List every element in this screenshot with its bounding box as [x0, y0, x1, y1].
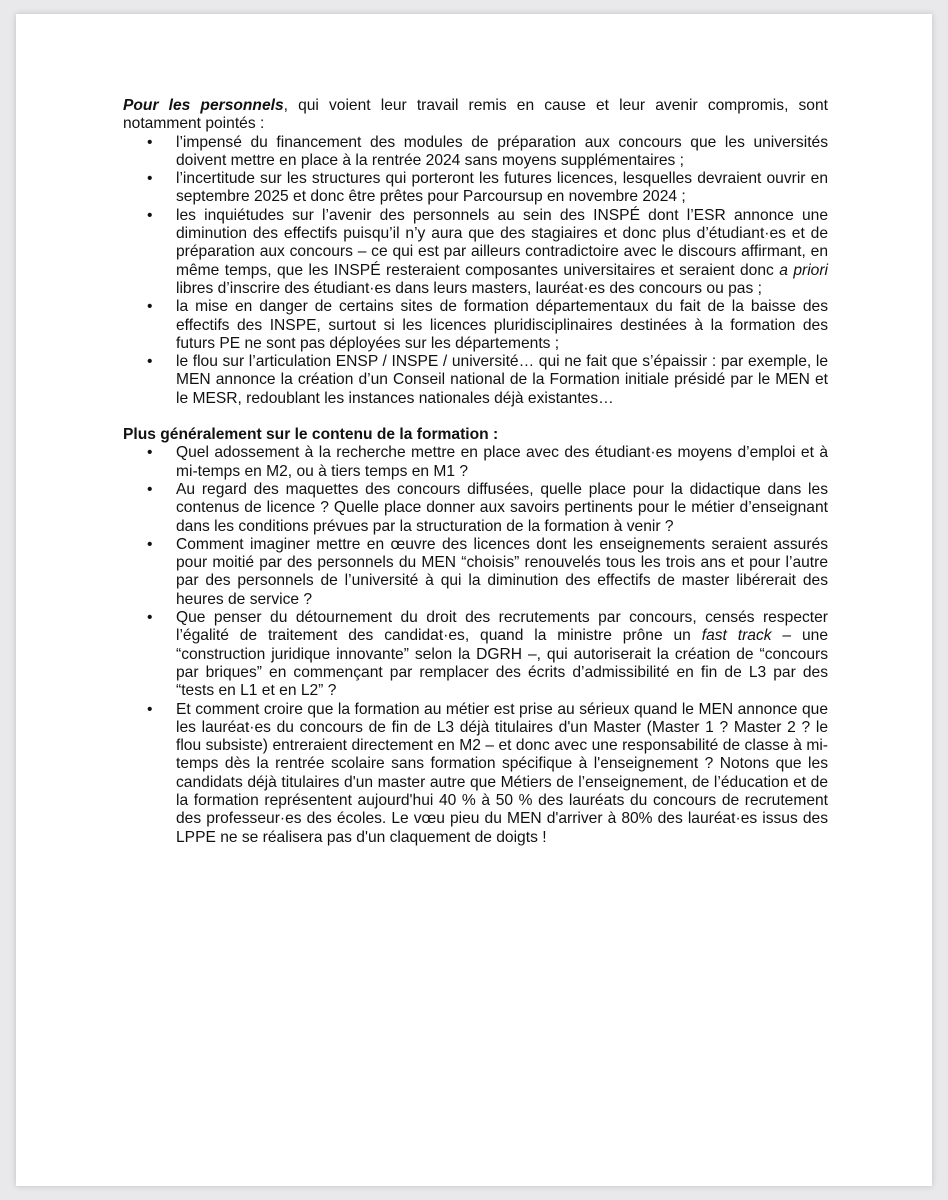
bullet-icon: •	[147, 206, 153, 224]
spacer	[123, 408, 828, 426]
list-item-text: libres d’inscrire des étudiant·es dans leurs masters, lauréat·es des concours ou pas ;	[176, 279, 762, 297]
list-item-text: – une “construction juridique innovante” selon la DGRH –, qui autoriserait la création de “concours par briques” en commençant par remplacer des écrits d’admissibilité en fin de L3 par des “tests en L1 et en L2” ?	[176, 627, 828, 700]
list-item-text: Que penser du détournement du droit des recrutements par concours, censés respecter l’égalité de traitement des candidat·es, quand la ministre prône un	[176, 609, 828, 645]
section1-list	[123, 134, 828, 408]
bullet-icon: •	[147, 298, 153, 316]
list-item	[147, 298, 828, 353]
list-item	[147, 170, 828, 207]
list-item-text: le flou sur l’articulation ENSP / INSPE / université… qui ne fait que s’épaissir : par exemple, le MEN annonce la création d’un Conseil national de la Formation initiale présidé par le MEN et le MESR, redoublant les instances nationales déjà existantes…	[176, 353, 828, 407]
list-item	[147, 700, 828, 847]
section2-heading: Plus généralement sur le contenu de la formation :	[123, 426, 499, 444]
list-item-text: Quel adossement à la recherche mettre en place avec des étudiant·es moyens d’emploi et à mi-temps en M2, ou à tiers temps en M1 ?	[176, 444, 828, 480]
section2-list	[123, 444, 828, 847]
list-item	[147, 206, 829, 298]
bullet-icon: •	[147, 444, 153, 462]
list-item-text: Comment imaginer mettre en œuvre des licences dont les enseignements seraient assurés pour moitié par des personnels du MEN “choisis” renouvelés tous les trois ans et pour l’autre par des personnels de l’université à qui la diminution des effectifs de master libérerait des heures de service ?	[176, 535, 828, 608]
list-item	[147, 535, 828, 609]
list-item-emphasis: a priori	[779, 261, 829, 279]
list-item-text: les inquiétudes sur l’avenir des personnels au sein des INSPÉ dont l’ESR annonce une diminution des effectifs puisqu’il n’y aura que des stagiaires et donc plus d’étudiant·es et de préparation aux concours – ce qui est par ailleurs contradictoire avec le discours affirmant, en même temps, que les INSPÉ resteraient composantes universitaires et seraient donc	[176, 206, 828, 279]
bullet-icon: •	[147, 480, 153, 498]
bullet-icon: •	[147, 535, 153, 553]
list-item	[147, 480, 828, 536]
list-item	[147, 353, 828, 408]
bullet-icon: •	[147, 170, 153, 188]
bullet-icon: •	[147, 133, 153, 151]
bullet-icon: •	[147, 353, 153, 371]
list-item-text: Au regard des maquettes des concours diffusées, quelle place pour la didactique dans les contenus de licence ? Quelle place donner aux savoirs pertinents pour le métier d’enseignant dans les conditions prévues par la structuration de la formation à venir ?	[176, 480, 828, 535]
list-item-text: l’incertitude sur les structures qui porteront les futures licences, lesquelles devraient ouvrir en septembre 2025 et donc être prêtes pour Parcoursup en novembre 2024 ;	[176, 170, 828, 206]
section1-intro	[123, 97, 828, 134]
list-item	[147, 609, 828, 700]
list-item-text: la mise en danger de certains sites de formation départementaux du fait de la baisse des effectifs des INSPE, surtout si les licences pluridisciplinaires destinées à la formation des futurs PE ne sont pas déployées sur les départements ;	[176, 298, 828, 352]
document-page	[16, 14, 932, 1186]
bullet-icon: •	[147, 700, 153, 718]
section1-intro-text: , qui voient leur travail remis en cause et leur avenir compromis, sont notamment pointés :	[123, 97, 828, 133]
bullet-icon: •	[147, 609, 153, 627]
section1-lead: Pour les personnels	[123, 97, 284, 114]
list-item	[147, 444, 828, 481]
list-item-text: Et comment croire que la formation au métier est prise au sérieux quand le MEN annonce que les lauréat·es du concours de fin de L3 déjà titulaires d'un Master (Master 1 ? Master 2 ? le flou subsiste) entreraient directement en M2 – et donc avec une responsabilité de classe à mi-temps dès la rentrée scolaire sans formation spécifique à l'enseignement ? Notons que les candidats déjà titulaires d'un master autre que Métiers de l’enseignement, de l’éducation et de la formation représentent aujourd'hui 40 % à 50 % des lauréats du concours de recrutement des professeur·es des écoles. Le vœu pieu du MEN d'arriver à 80% des lauréat·es issus des LPPE ne se réalisera pas d'un claquement de doigts !	[176, 700, 828, 846]
document-body	[123, 97, 828, 847]
list-item-text: l’impensé du financement des modules de préparation aux concours que les universités doivent mettre en place à la rentrée 2024 sans moyens supplémentaires ;	[176, 133, 828, 169]
list-item-emphasis: fast track	[701, 627, 772, 645]
list-item	[147, 133, 828, 171]
